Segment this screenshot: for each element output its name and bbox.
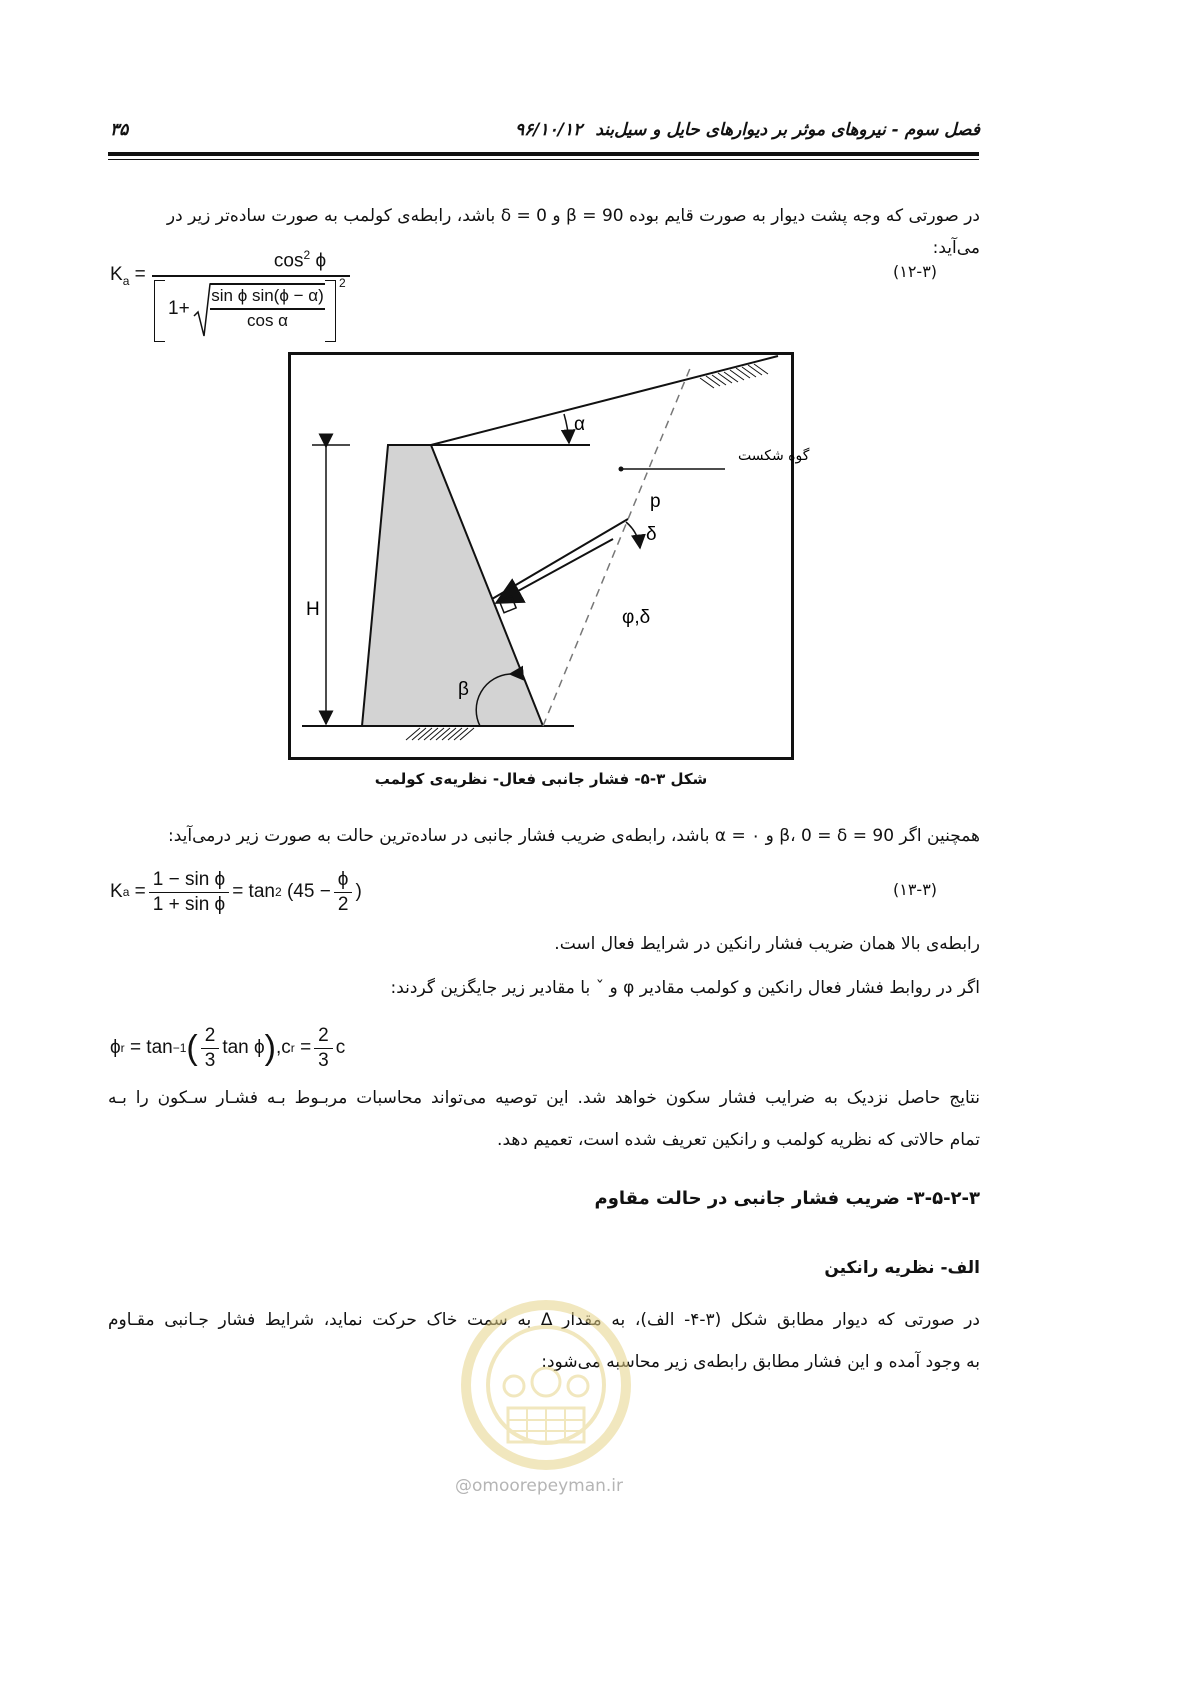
- ground-hatch: [406, 728, 474, 740]
- chapter-title: فصل سوم - نیروهای موثر بر دیوارهای حایل و سیل‌بند: [595, 120, 980, 140]
- watermark-seal: [446, 1290, 646, 1480]
- label-beta: β: [458, 679, 469, 700]
- backfill-surface: [431, 356, 778, 445]
- label-alpha: α: [574, 414, 585, 435]
- paragraph-2: همچنین اگر 90 = β، 0 = δ و ۰ = α باشد، رابطه‌ی ضریب فشار جانبی در ساده‌ترین حالت به صورت زیر درمی‌آید:: [167, 826, 980, 846]
- label-H: H: [306, 599, 320, 620]
- section-heading: ۳-۵-۲-۳- ضریب فشار جانبی در حالت مقاوم: [594, 1188, 980, 1209]
- paragraph-4: اگر در روابط فشار فعال رانکین و کولمب مقادیر φ و ˇ با مقادیر زیر جایگزین گردند:: [390, 978, 980, 998]
- equation-13-3: K a = $\frac{\text{1 − sin ϕ}}{\text{1 + sin ϕ}}$ = tan 2 (45 − $\frac{\phi}{2}$ ): [110, 868, 362, 915]
- sub-heading: الف- نظریه رانکین: [824, 1258, 980, 1278]
- eq12-inner-den: cos α: [246, 311, 288, 330]
- label-delta: δ: [646, 524, 657, 545]
- eq-number-12-3: (۱۲-۳): [893, 262, 938, 281]
- watermark-url: @omoorepeyman.ir: [455, 1476, 624, 1496]
- label-phi-delta: φ,δ: [622, 607, 651, 628]
- header-rule-thin: [108, 159, 979, 160]
- force-p-arrow: [498, 539, 613, 602]
- paragraph-6-line-1: در صورتی که دیوار مطابق شکل (۳-۴- الف)، به مقدار Δ به سمت خاک حرکت نماید، شرایط فشار جـانبی مقـاوم: [108, 1310, 981, 1330]
- sqrt-sign: [192, 282, 212, 340]
- paragraph-5-line-2: تمام حالاتی که نظریه کولمب و رانکین تعریف شده است، تعمیم دهد.: [497, 1130, 980, 1150]
- label-wedge: گوه شکست: [738, 448, 810, 464]
- paragraph-6-line-2: به وجود آمده و این فشار مطابق رابطه‌ی زیر محاسبه می‌شود:: [541, 1352, 980, 1372]
- eq12-numerator: cos: [273, 250, 304, 272]
- paragraph-3: رابطه‌ی بالا همان ضریب فشار رانکین در شرایط فعال است.: [554, 934, 980, 954]
- equation-substitution: ϕ r = tan −1 ( $\frac{2}{3}$ tan ϕ ) ,c r = $\frac{2}{3}$ c: [110, 1024, 346, 1071]
- eq13-num: 1 − sin ϕ: [149, 869, 229, 893]
- header-rule-thick: [108, 152, 979, 156]
- eq12-lhs: K: [110, 264, 123, 285]
- equation-12-3: $K_a$ = $\cos^2 \phi$ 2 1+ sin ϕ sin(ϕ − α) cos α: [110, 248, 370, 348]
- eq12-inner-num: sin ϕ sin(ϕ − α): [211, 286, 324, 305]
- paragraph-1: در صورتی که وجه پشت دیوار به صورت قایم بوده 90 = β و 0 = δ باشد، رابطه‌ی کولمب به صورت ساده‌تر زیر در می‌آید:: [166, 206, 980, 258]
- paragraph-5-line-1: نتایج حاصل نزدیک به ضرایب فشار سکون خواهد شد. این توصیه می‌تواند محاسبات مربـوط بـه فشـار سـکون را بـه: [108, 1088, 980, 1108]
- label-p: p: [650, 491, 661, 512]
- page-number: ۳۵: [110, 120, 129, 140]
- coulomb-figure: [288, 352, 810, 760]
- figure-caption: شکل ۳-۵- فشار جانبی فعال- نظریه‌ی کولمب: [374, 770, 708, 788]
- eq-number-13-3: (۱۳-۳): [893, 880, 938, 899]
- header-date: ۹۶/۱۰/۱۲: [515, 120, 583, 140]
- eq13-den: 1 + sin ϕ: [152, 893, 226, 915]
- at-icon: @: [455, 1476, 472, 1496]
